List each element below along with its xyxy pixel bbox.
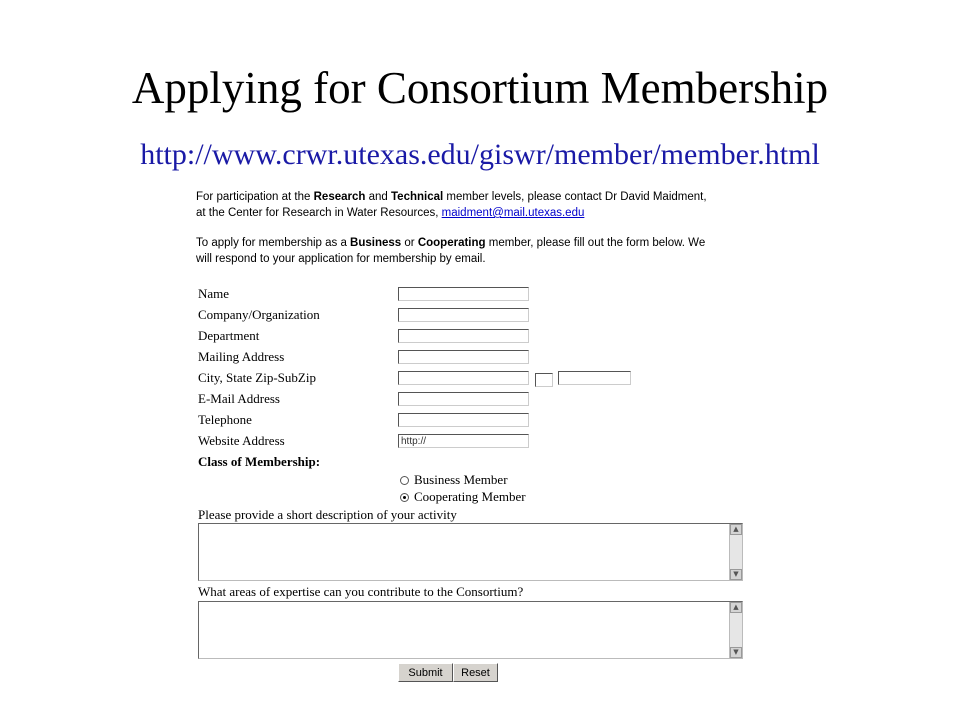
department-label: Department — [198, 328, 260, 343]
website-input[interactable] — [398, 434, 529, 448]
business-member-radio[interactable] — [400, 476, 409, 485]
intro-text: To apply for membership as a — [196, 237, 351, 249]
reset-button[interactable]: Reset — [453, 663, 498, 682]
expertise-label: What areas of expertise can you contribute to the Consortium? — [198, 584, 524, 599]
zip-input[interactable] — [558, 371, 631, 385]
contact-email-link[interactable]: maidment@mail.utexas.edu — [441, 207, 585, 219]
description-textarea[interactable] — [198, 523, 743, 581]
intro-text: at the Center for Research in Water Resources, — [196, 207, 442, 219]
class-of-membership-text: Class of Membership: — [198, 454, 321, 469]
intro-text: will respond to your application for membership by email. — [196, 253, 486, 265]
business-level: Business — [350, 237, 402, 249]
business-member-option[interactable] — [400, 472, 508, 488]
expertise-scrollbar[interactable] — [729, 602, 742, 658]
telephone-input[interactable] — [398, 413, 529, 427]
technical-level: Technical — [391, 191, 444, 203]
scroll-up-icon[interactable]: ▲ — [730, 602, 742, 613]
business-member-label: Business Member — [414, 472, 508, 487]
cooperating-member-label: Cooperating Member — [414, 489, 526, 504]
website-label: Website Address — [198, 433, 285, 448]
cooperating-member-option[interactable] — [400, 489, 526, 505]
intro-text: member levels, please contact Dr David Maidment, — [443, 191, 707, 203]
city-state-zip-label: City, State Zip-SubZip — [198, 370, 316, 385]
name-input[interactable] — [398, 287, 529, 301]
mailing-address-input[interactable] — [398, 350, 529, 364]
slide-title: Applying for Consortium Membership — [131, 63, 829, 113]
scroll-down-icon[interactable]: ▼ — [730, 647, 742, 658]
telephone-label: Telephone — [198, 412, 252, 427]
class-of-membership-label — [198, 454, 320, 470]
scroll-up-icon[interactable]: ▲ — [730, 524, 742, 535]
name-label: Name — [198, 286, 230, 301]
intro-text: member, please fill out the form below. We — [485, 237, 706, 249]
slide-url[interactable]: http://www.crwr.utexas.edu/giswr/member/member.html — [140, 138, 820, 171]
mailing-address-label: Mailing Address — [198, 349, 285, 364]
expertise-textarea[interactable] — [198, 601, 743, 659]
scroll-down-icon[interactable]: ▼ — [730, 569, 742, 580]
intro-text: or — [401, 237, 418, 249]
submit-button[interactable]: Submit — [398, 663, 453, 682]
city-input[interactable] — [398, 371, 529, 385]
description-scrollbar[interactable] — [729, 524, 742, 580]
department-input[interactable] — [398, 329, 529, 343]
state-input[interactable] — [535, 373, 553, 387]
intro-text: For participation at the — [196, 191, 314, 203]
description-label: Please provide a short description of your activity — [198, 507, 457, 522]
email-label: E-Mail Address — [198, 391, 280, 406]
intro-text: and — [365, 191, 391, 203]
intro-paragraph-1 — [196, 189, 796, 221]
intro-paragraph-2 — [196, 235, 796, 267]
cooperating-member-radio[interactable] — [400, 493, 409, 502]
company-input[interactable] — [398, 308, 529, 322]
company-label: Company/Organization — [198, 307, 320, 322]
research-level: Research — [313, 191, 366, 203]
email-input[interactable] — [398, 392, 529, 406]
cooperating-level: Cooperating — [417, 237, 486, 249]
